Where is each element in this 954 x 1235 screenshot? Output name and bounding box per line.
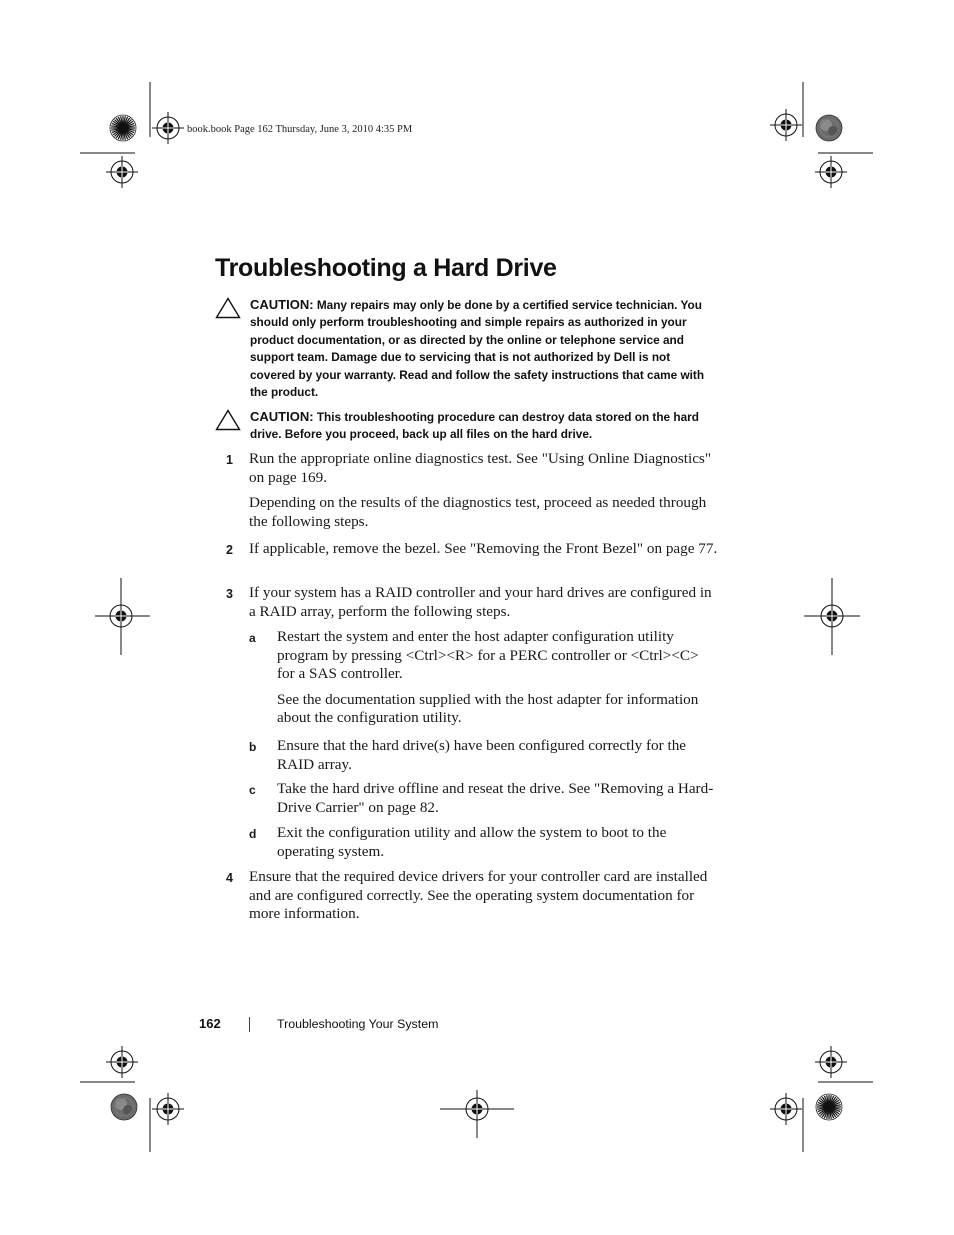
color-target-icon bbox=[111, 1094, 137, 1120]
registration-crosshair-icon bbox=[152, 112, 184, 144]
footer-divider bbox=[249, 1017, 250, 1032]
procedure-substep bbox=[249, 824, 719, 861]
step-number: 4 bbox=[226, 871, 233, 885]
caution-triangle-icon bbox=[215, 297, 241, 319]
registration-crosshair-icon bbox=[815, 156, 847, 188]
caution-triangle-icon bbox=[215, 409, 241, 431]
registration-crosshair-icon bbox=[770, 1093, 802, 1125]
registration-crosshair-icon bbox=[152, 1093, 184, 1125]
substep-text: Restart the system and enter the host adapter configuration utility program by pressing <Ctrl><R> for a PERC controller or <Ctrl><C> for a SAS controller. bbox=[277, 628, 699, 683]
substep-text: Exit the configuration utility and allow the system to boot to the operating system. bbox=[277, 824, 667, 860]
step-number: 3 bbox=[226, 587, 233, 601]
substep-letter: d bbox=[249, 827, 257, 841]
substep-letter: a bbox=[249, 631, 256, 645]
substep-letter: c bbox=[249, 783, 256, 797]
substep-text: Ensure that the hard drive(s) have been configured correctly for the RAID array. bbox=[277, 737, 687, 773]
procedure-substep bbox=[249, 628, 719, 728]
page-number: 162 bbox=[199, 1016, 221, 1031]
footer-section-title: Troubleshooting Your System bbox=[277, 1017, 439, 1031]
registration-crosshair-icon bbox=[106, 1046, 138, 1078]
caution-label: CAUTION: bbox=[250, 409, 314, 424]
procedure-substep bbox=[249, 780, 719, 817]
procedure-step bbox=[226, 540, 718, 559]
caution-text bbox=[250, 408, 715, 444]
page-title: Troubleshooting a Hard Drive bbox=[215, 254, 557, 282]
step-text: Run the appropriate online diagnostics test. See "Using Online Diagnostics" on page 169. bbox=[249, 450, 712, 486]
registration-crosshair-icon bbox=[461, 1093, 493, 1125]
registration-crosshair-icon bbox=[105, 600, 137, 632]
procedure-step bbox=[226, 584, 718, 621]
step-text: If your system has a RAID controller and your hard drives are configured in a RAID array, perform the following steps. bbox=[249, 584, 712, 620]
step-number: 1 bbox=[226, 453, 233, 467]
color-target-icon bbox=[110, 115, 136, 141]
step-text: Ensure that the required device drivers for your controller card are installed and are configured correctly. See the operating system documentation for more information. bbox=[249, 868, 708, 923]
caution-notice bbox=[215, 408, 715, 444]
caution-text bbox=[250, 296, 715, 401]
caution-body: This troubleshooting procedure can destroy data stored on the hard drive. Before you proceed, back up all files on the hard drive. bbox=[250, 410, 699, 442]
procedure-substep bbox=[249, 737, 719, 774]
caution-notice bbox=[215, 296, 715, 401]
substep-text: Take the hard drive offline and reseat the drive. See "Removing a Hard-Drive Carrier" on page 82. bbox=[277, 780, 714, 816]
registration-crosshair-icon bbox=[815, 1046, 847, 1078]
color-target-icon bbox=[816, 1094, 842, 1120]
substep-letter: b bbox=[249, 740, 257, 754]
registration-crosshair-icon bbox=[770, 109, 802, 141]
step-note: Depending on the results of the diagnostics test, proceed as needed through the following steps. bbox=[249, 494, 707, 530]
color-target-icon bbox=[816, 115, 842, 141]
substep-note: See the documentation supplied with the host adapter for information about the configuration utility. bbox=[277, 690, 699, 727]
slug-line: book.book Page 162 Thursday, June 3, 2010 4:35 PM bbox=[187, 124, 413, 135]
registration-crosshair-icon bbox=[816, 600, 848, 632]
procedure-step bbox=[226, 450, 718, 531]
procedure-step bbox=[226, 868, 718, 924]
step-number: 2 bbox=[226, 543, 233, 557]
step-text: If applicable, remove the bezel. See "Removing the Front Bezel" on page 77. bbox=[249, 540, 718, 557]
registration-crosshair-icon bbox=[106, 156, 138, 188]
caution-body: Many repairs may only be done by a certified service technician. You should only perform troubleshooting and simple repairs as authorized in your product documentation, or as directed by the online or telephone service and support team. Damage due to servicing that is not authorized by Dell is not covered by your warranty. Read and follow the safety instructions that came with the product. bbox=[250, 298, 705, 400]
caution-label: CAUTION: bbox=[250, 297, 314, 312]
